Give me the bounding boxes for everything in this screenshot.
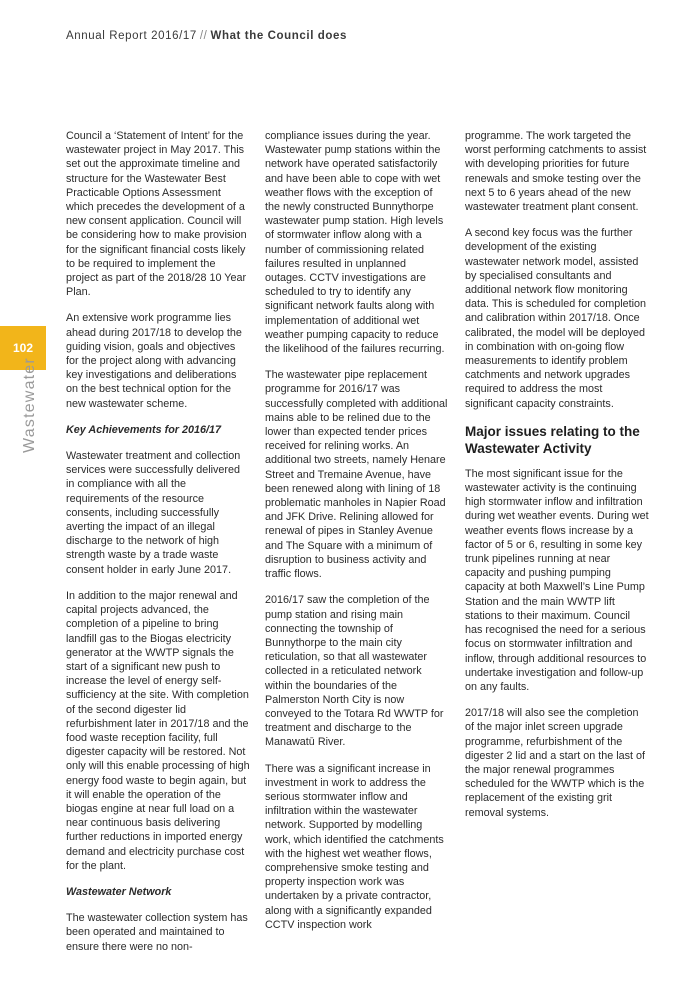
page-number: 102: [0, 326, 46, 370]
subheading-key-achievements: Key Achievements for 2016/17: [66, 423, 222, 436]
text-column-3: [465, 129, 649, 832]
text-column-2: [265, 129, 449, 944]
paragraph: An extensive work programme lies ahead during 2017/18 to develop the guiding vision, goals and objectives for the project along with advancing key investigations and deliberations on the best technical option for the new wastewater scheme.: [66, 312, 242, 410]
paragraph: 2016/17 saw the completion of the pump station and rising main connecting the township of Bunnythorpe to the main city reticulation, so that all wastewater collected in a reticulated network within the boundaries of the Palmerston North City is now conveyed to the Totara Rd WWTP for treatment and discharge to the Manawatū River.: [265, 594, 444, 749]
paragraph: There was a significant increase in investment in work to address the serious stormwater inflow and infiltration within the wastewater network. Supported by modelling work, which identified the catchments with the highest wet weather flows, comprehensive smoke testing and property inspection work was undertaken by a private contractor, along with a significantly expanded CCTV inspection work: [265, 762, 444, 931]
paragraph: programme. The work targeted the worst performing catchments to assist with developing priorities for future renewals and smoke testing over the next 5 to 6 years ahead of the new wastewater treatment plant consent.: [465, 130, 647, 214]
paragraph: The wastewater pipe replacement programme for 2016/17 was successfully completed with additional mains able to be relined due to the lower than expected tender prices received for relining works. An additional two streets, namely Henare Street and Tremaine Avenue, have been renewed along with lining of 18 problematic manholes in Napier Road and JFK Drive. Relining allowed for renewal of pipes in Stanley Avenue and The Square with a minimum of disruption to business activity and traffic flows.: [265, 369, 448, 581]
paragraph: compliance issues during the year. Wastewater pump stations within the network have operated satisfactorily and have been able to cope with wet weather flows with the exception of the newly constructed Bunnythorpe wastewater pump station. High levels of stormwater inflow along with a number of commissioning related failures resulted in unplanned outages. CCTV investigations are scheduled to try to identify any significant network faults along with implementation of additional wet weather pumping capacity to reduce the likelihood of the failures recurring.: [265, 130, 445, 356]
report-title: Annual Report 2016/17: [66, 30, 197, 42]
subheading-wastewater-network: Wastewater Network: [66, 885, 172, 898]
paragraph: A second key focus was the further development of the existing wastewater network model, assisted by specialised consultants and additional network flow monitoring data. This is scheduled for completion and calibration within 2017/18. Once calibrated, the model will be deployed in combination with on-going flow measurements to identify problem catchments and network upgrades required to address the most significant capacity constraints.: [465, 227, 647, 410]
paragraph: The most significant issue for the wastewater activity is the continuing high stormwater inflow and infiltration during wet weather events. During wet weather events flows increase by a factor of 5 or 6, resulting in some key trunk pipelines running at near capacity and pushing pumping capacity at both Maxwell’s Line Pump Station and the main WWTP lift stations to their maximum. Council has recognised the need for a serious focus on stormwater infiltration and inflow, through additional resources to undertake investigation and follow-up on any faults.: [465, 467, 649, 693]
paragraph: Council a ‘Statement of Intent’ for the wastewater project in May 2017. This set out the approximate timeline and structure for the Wastewater Best Practicable Options Assessment which precedes the development of a new consent application. Council will be considering how to make provision for the significant financial costs likely to be required to implement the project as part of the 2018/28 10 Year Plan.: [66, 130, 247, 299]
section-title: What the Council does: [210, 30, 348, 42]
running-header: [66, 30, 347, 42]
paragraph: In addition to the major renewal and capital projects advanced, the completion of a pipeline to bring landfill gas to the Biogas electricity generator at the WWTP signals the start of a significant new push to increase the level of energy self-sufficiency at the site. With completion of the second digester lid refurbishment later in 2017/18 and the food waste reception facility, full digester capacity will be restored. Not only will this enable processing of high energy food waste to begin again, but it will enable the operation of the biogas engine at near full load on a near continuous basis delivering further reductions in imported energy demand and electricity purchase cost for the plant.: [66, 589, 250, 872]
text-column-1: [66, 129, 250, 966]
section-heading-major-issues: Major issues relating to the Wastewater Activity: [465, 423, 640, 456]
side-section-label: Wastewater: [21, 357, 38, 453]
paragraph: The wastewater collection system has been operated and maintained to ensure there were no non-: [66, 912, 248, 953]
paragraph: 2017/18 will also see the completion of the major inlet screen upgrade programme, refurbishment of the digester 2 lid and a start on the last of the major renewal programmes scheduled for the WWTP which is the replacement of the existing grit removal systems.: [465, 707, 646, 819]
header-separator: //: [199, 30, 208, 42]
paragraph: Wastewater treatment and collection services were successfully delivered in compliance with all the requirements of the resource consents, including successfully averting the impact of an illegal discharge to the network of high strength waste by a trade waste consent holder in early June 2017.: [66, 450, 241, 576]
